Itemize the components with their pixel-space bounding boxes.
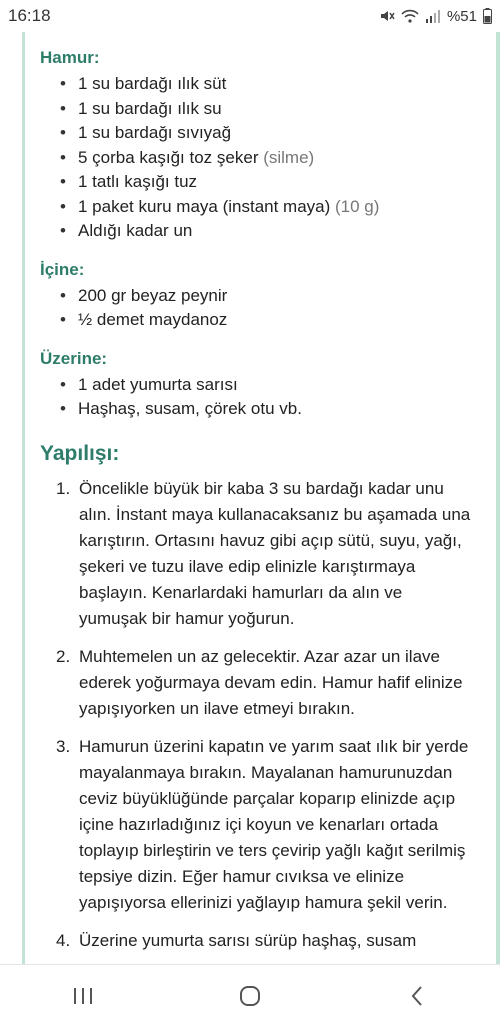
ingredient-section	[40, 48, 490, 244]
ingredient-text: 200 gr beyaz peynir	[78, 285, 228, 305]
ingredient-list	[40, 284, 490, 333]
step-number: 3.	[56, 736, 71, 756]
ingredient-item	[40, 308, 490, 333]
ingredients	[40, 48, 490, 422]
ingredient-text: 1 adet yumurta sarısı	[78, 374, 238, 394]
ingredient-text: Haşhaş, susam, çörek otu vb.	[78, 399, 302, 418]
recent-apps-button[interactable]	[53, 976, 113, 1016]
ingredient-item	[40, 219, 490, 244]
step-item	[40, 644, 474, 722]
ingredient-note: (10 g)	[330, 196, 380, 216]
ingredient-text: 1 paket kuru maya (instant maya)	[78, 196, 331, 216]
ingredient-text: 1 su bardağı ılık süt	[78, 74, 227, 93]
mute-icon	[379, 8, 395, 24]
battery-icon	[483, 8, 492, 24]
card-border-right	[496, 32, 500, 964]
ingredient-text: 1 tatlı kaşığı tuz	[78, 172, 198, 191]
step-item	[40, 476, 474, 632]
navigation-bar	[0, 964, 500, 1027]
back-icon	[409, 985, 425, 1007]
ingredient-item	[40, 72, 490, 97]
ingredient-section	[40, 349, 490, 422]
ingredient-text: 1 su bardağı sıvıyağ	[78, 123, 232, 142]
signal-icon	[425, 8, 441, 24]
ingredient-section-title: Hamur:	[40, 48, 100, 67]
ingredient-section	[40, 260, 490, 333]
card-border-left	[22, 32, 25, 964]
step-item	[40, 734, 474, 916]
recipe-content[interactable]	[0, 32, 500, 964]
battery-level: %51	[446, 7, 477, 25]
step-text: Öncelikle büyük bir kaba 3 su bardağı kadar unu alın. İnstant maya kullanacaksanız bu aşamada una karıştırın. Ortasını havuz gibi açıp sütü, suyu, yağı, şekeri ve tuzu ilave edip elinizle karıştırmaya başlayın. Kenarlardaki hamurları da alın ve yumuşak bir hamur yoğurun.	[79, 478, 471, 628]
wifi-icon	[401, 8, 419, 24]
home-button[interactable]	[220, 976, 280, 1016]
step-text: Hamurun üzerini kapatın ve yarım saat ılık bir yerde mayalanmaya bırakın. Mayalanan hamurunuzdan ceviz büyüklüğünde parçalar koparıp elinizde açıp içine hazırladığınız içi koyun ve kenarları ortada toplayıp birleştirin ve ters çevirip yağlı kağıt serilmiş tepsiye dizin. Eğer hamur cıvıksa ve elinize yapışıyorsa ellerinizi yağlayıp hamura şekil verin.	[79, 736, 469, 912]
steps-list	[40, 476, 490, 954]
ingredient-list	[40, 72, 490, 244]
ingredient-item	[40, 146, 490, 171]
step-number: 4.	[56, 930, 71, 950]
status-icons	[379, 8, 492, 25]
ingredient-item	[40, 373, 490, 398]
ingredient-text: ½ demet maydanoz	[78, 310, 228, 329]
ingredient-item	[40, 195, 490, 220]
ingredient-section-title: Üzerine:	[40, 348, 108, 368]
recipe-card	[40, 32, 490, 964]
ingredient-text: Aldığı kadar un	[78, 221, 193, 240]
ingredient-section-title: İçine:	[40, 259, 85, 279]
step-text: Muhtemelen un az gelecektir. Azar azar un ilave ederek yoğurmaya devam edin. Hamur hafif elinize yapışıyorken un ilave etmeyi bırakın.	[79, 646, 463, 718]
recent-apps-icon	[72, 987, 94, 1005]
status-bar	[0, 0, 500, 32]
back-button[interactable]	[387, 976, 447, 1016]
step-number: 2.	[56, 646, 71, 666]
step-text: Üzerine yumurta sarısı sürüp haşhaş, susam	[79, 930, 417, 950]
method-title: Yapılışı:	[40, 441, 120, 465]
step-item	[40, 928, 474, 954]
ingredient-note: (silme)	[258, 147, 315, 167]
ingredient-list	[40, 373, 490, 422]
ingredient-item	[40, 170, 490, 195]
ingredient-item	[40, 397, 490, 422]
ingredient-text: 1 su bardağı ılık su	[78, 98, 222, 118]
home-icon	[239, 985, 261, 1007]
step-number: 1.	[56, 478, 71, 498]
ingredient-item	[40, 97, 490, 122]
ingredient-text: 5 çorba kaşığı toz şeker	[78, 147, 259, 167]
status-time: 16:18	[8, 6, 51, 25]
ingredient-item	[40, 121, 490, 146]
ingredient-item	[40, 284, 490, 309]
